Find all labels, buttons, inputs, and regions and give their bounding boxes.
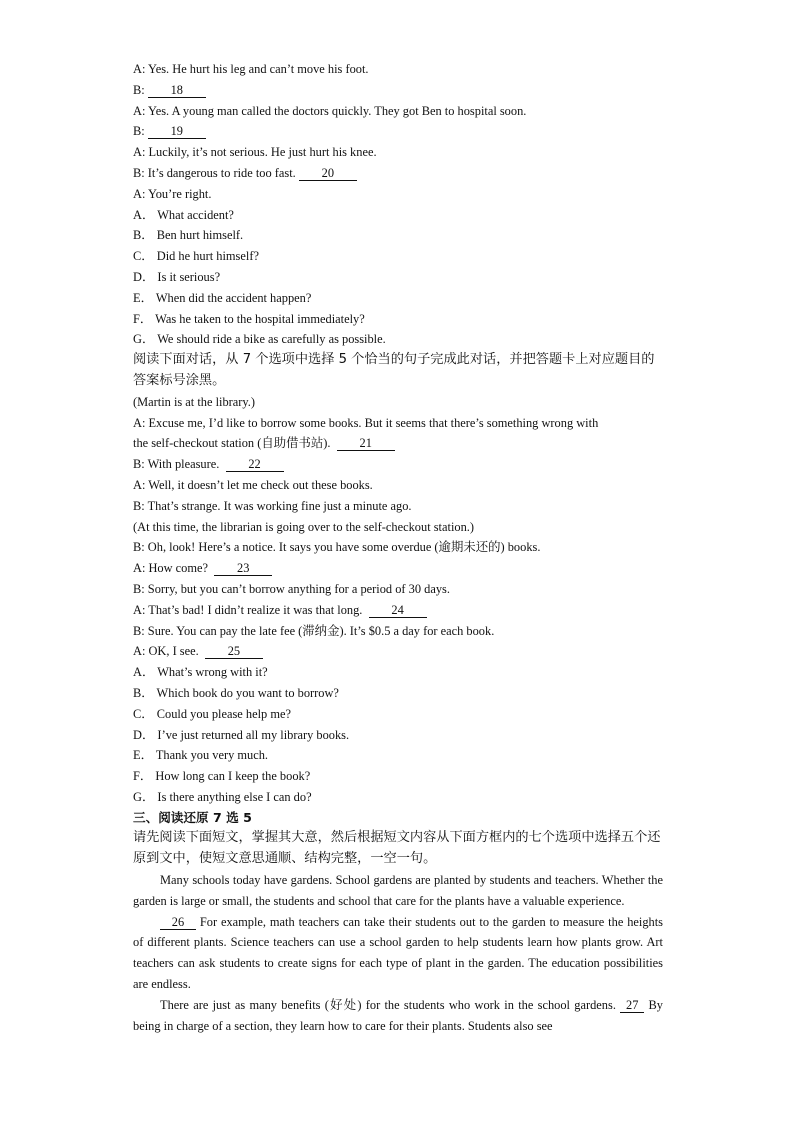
answer-option: A． What accident? [133,207,234,222]
dialogue-line: A: Luckily, it’s not serious. He just hurt his knee. [133,145,377,160]
section-3-instruction: 请先阅读下面短文，掌握其大意，然后根据短文内容从下面方框内的七个选项中选择五个还原到文中，使短文意思通顺、结构完整，一空一句。 [133,830,661,867]
line-text: B: It’s dangerous to ride too fast. [133,165,299,180]
dialogue-line [133,121,663,142]
paragraph-text: There are just as many benefits (好处) for the students who work in the school gardens. [160,997,616,1012]
section-3-heading: 三、阅读还原 7 选 5 [133,809,252,825]
dialogue-3 [133,59,663,205]
answer-blank: 24 [369,603,427,618]
answer-blank: 25 [205,644,263,659]
answer-blank: 19 [148,124,206,139]
answer-blank: 23 [214,561,272,576]
dialogue-4 [133,454,663,662]
dialogue-4-line-2 [133,433,663,454]
dialogue-line [133,600,663,621]
dialogue-3-options [133,205,663,351]
answer-option: A． What’s wrong with it? [133,665,268,680]
answer-option: B． Ben hurt himself. [133,228,244,243]
dialogue-line: A: Well, it doesn’t let me check out these books. [133,477,373,492]
answer-option: G． We should ride a bike as carefully as possible. [133,332,386,347]
answer-option: F． Was he taken to the hospital immediately? [133,311,365,326]
dialogue-line: A: Yes. He hurt his leg and can’t move his foot. [133,62,369,76]
answer-option: E． When did the accident happen? [133,290,312,305]
dialogue-line: (At this time, the librarian is going over to the self-checkout station.) [133,519,475,534]
answer-option: B． Which book do you want to borrow? [133,685,339,700]
dialogue-line: B: Sure. You can pay the late fee (滞纳金). It’s $0.5 a day for each book. [133,623,495,638]
paragraph-text: For example, math teachers can take their students out to the garden to measure the heights of different plants. Science teachers can use a school garden to help students learn how plants grow. Art teachers can ask students to create signs for each type of plant in the garden. The education possibilities are endless. [133,914,663,992]
passage-paragraph-1: Many schools today have gardens. School gardens are planted by students and teachers. Whether the garden is large or small, the students and school that care for the plants have a valuable experience. [133,873,663,908]
line-text: B: [133,124,148,139]
dialogue-line [133,641,663,662]
dialogue-line: B: Sorry, but you can’t borrow anything for a period of 30 days. [133,581,450,596]
dialogue-line: A: You’re right. [133,186,212,201]
dialogue-line [133,80,663,101]
dialogue-line [133,163,663,184]
dialogue-4-options [133,662,663,808]
dialogue-line: A: Yes. A young man called the doctors quickly. They got Ben to hospital soon. [133,103,527,118]
answer-blank-27: 27 [620,998,644,1013]
dialogue-line [133,558,663,579]
answer-option: E． Thank you very much. [133,748,269,763]
line-text: A: That’s bad! I didn’t realize it was that long. [133,602,369,617]
line-text: B: With pleasure. [133,457,226,472]
passage-paragraph-3 [133,995,663,1037]
answer-blank: 20 [299,166,357,181]
answer-option: D． I’ve just returned all my library books. [133,727,350,742]
answer-option: C． Could you please help me? [133,706,291,721]
answer-blank: 18 [148,83,206,98]
answer-option: D． Is it serious? [133,269,221,284]
dialogue-line: B: Oh, look! Here’s a notice. It says you have some overdue (逾期未还的) books. [133,540,541,555]
dialogue-4-scene: (Martin is at the library.) [133,394,256,409]
passage-paragraph-2 [133,912,663,995]
dialogue-line: B: That’s strange. It was working fine just a minute ago. [133,498,412,513]
answer-option: G． Is there anything else I can do? [133,789,312,804]
dialogue-4-line-1: A: Excuse me, I’d like to borrow some books. But it seems that there’s something wrong with [133,415,599,430]
answer-blank-26: 26 [160,915,196,930]
line-text: A: OK, I see. [133,644,205,659]
line-text: B: [133,82,148,97]
line-text: A: How come? [133,561,215,576]
answer-blank: 22 [226,457,284,472]
dialogue-line [133,454,663,475]
answer-blank-21: 21 [337,436,395,451]
answer-option: F． How long can I keep the book? [133,769,311,784]
line-text: the self-checkout station (自助借书站). [133,436,337,451]
dialogue-4-instruction: 阅读下面对话，从 7 个选项中选择 5 个恰当的句子完成此对话，并把答题卡上对应题目的答案标号涂黑。 [133,352,655,388]
document-page [133,59,663,1036]
answer-option: C． Did he hurt himself? [133,249,259,264]
paragraph-text: By being in charge of a section, they learn how to care for their plants. Students also see [133,997,663,1033]
